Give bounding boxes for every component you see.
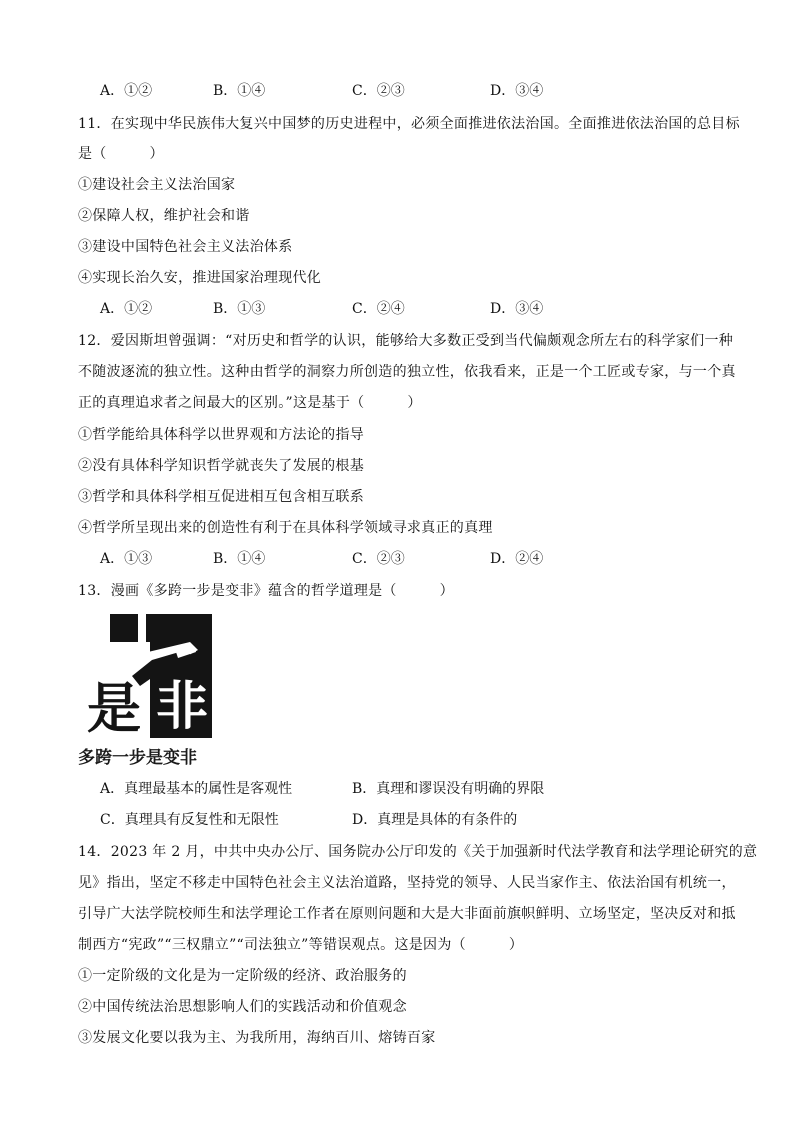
q12-item-3: ③哲学和具体科学相互促进相互包含相互联系 — [78, 489, 364, 505]
q13-options-row1 — [100, 779, 660, 799]
q14-item-1: ①一定阶级的文化是为一定阶级的经济、政治服务的 — [78, 968, 407, 984]
q14-item-2: ②中国传统法治思想影响人们的实践活动和价值观念 — [78, 999, 407, 1015]
q14-stem-line3: 引导广大法学院校师生和法学理论工作者在原则问题和大是大非面前旗帜鲜明、立场坚定，坚决反对和抵 — [78, 906, 736, 922]
cartoon-char-right: 非 — [155, 677, 208, 737]
q14-stem-line2: 见》指出，坚定不移走中国特色社会主义法治道路，坚持党的领导、人民当家作主、依法治国有机统一， — [78, 875, 736, 891]
q11-stem-line1: 11．在实现中华民族伟大复兴中国梦的历史进程中，必须全面推进依法治国。全面推进依法治国的总目标 — [78, 116, 740, 132]
q11-option-a[interactable]: A．①② — [100, 301, 153, 317]
q12-stem-line3: 正的真理追求者之间最大的区别。”这是基于（ ） — [78, 395, 422, 411]
q11-item-4: ④实现长治久安，推进国家治理现代化 — [78, 270, 322, 286]
q11-item-1: ①建设社会主义法治国家 — [78, 177, 236, 193]
q14-stem-line1: 14．2023 年 2 月，中共中央办公厅、国务院办公厅印发的《关于加强新时代法学教育和法学理论研究的意 — [78, 844, 758, 860]
q11-option-b[interactable]: B．①③ — [213, 301, 266, 317]
cartoon-figure — [78, 612, 218, 772]
q10-option-b[interactable]: B．①④ — [213, 83, 266, 99]
q12-option-d[interactable]: D．②④ — [490, 551, 544, 567]
q13-option-a[interactable]: A．真理最基本的属性是客观性 — [100, 781, 293, 797]
q12-option-c[interactable]: C．②③ — [352, 551, 405, 567]
q11-item-2: ②保障人权，维护社会和谐 — [78, 208, 250, 224]
q11-option-c[interactable]: C．②④ — [352, 301, 405, 317]
q11-option-d[interactable]: D．③④ — [490, 301, 544, 317]
q14-stem-line4: 制西方“宪政”“三权鼎立”“司法独立”等错误观点。这是因为（ ） — [78, 937, 524, 953]
q12-options — [100, 549, 660, 569]
q11-options — [100, 299, 660, 319]
cartoon-char-left: 是 — [87, 677, 141, 740]
q12-option-b[interactable]: B．①④ — [213, 551, 266, 567]
q12-stem-line2: 不随波逐流的独立性。这种由哲学的洞察力所创造的独立性，依我看来，正是一个工匠或专家，与一个真 — [78, 364, 736, 380]
q11-stem-line2: 是（ ） — [78, 146, 164, 162]
q10-option-d[interactable]: D．③④ — [490, 83, 544, 99]
q13-options-row2 — [100, 810, 660, 830]
q13-option-d[interactable]: D．真理是具体的有条件的 — [352, 812, 518, 828]
q12-item-4: ④哲学所呈现出来的创造性有利于在具体科学领域寻求真正的真理 — [78, 520, 493, 536]
q12-item-2: ②没有具体科学知识哲学就丧失了发展的根基 — [78, 458, 364, 474]
q11-item-3: ③建设中国特色社会主义法治体系 — [78, 239, 293, 255]
q12-item-1: ①哲学能给具体科学以世界观和方法论的指导 — [78, 427, 364, 443]
q13-stem: 13．漫画《多跨一步是变非》蕴含的哲学道理是（ ） — [78, 583, 454, 599]
q13-option-b[interactable]: B．真理和谬误没有明确的界限 — [352, 781, 545, 797]
cartoon-caption: 多跨一步是变非 — [78, 748, 197, 768]
q12-option-a[interactable]: A．①③ — [100, 551, 153, 567]
q10-option-c[interactable]: C．②③ — [352, 83, 405, 99]
q10-option-a[interactable]: A．①② — [100, 83, 153, 99]
q14-item-3: ③发展文化要以我为主、为我所用，海纳百川、熔铸百家 — [78, 1030, 436, 1046]
q12-stem-line1: 12．爱因斯坦曾强调：“对历史和哲学的认识，能够给大多数正受到当代偏颇观念所左右的科学家们一种 — [78, 333, 734, 349]
q10-options — [100, 81, 660, 101]
q13-option-c[interactable]: C．真理具有反复性和无限性 — [100, 812, 279, 828]
